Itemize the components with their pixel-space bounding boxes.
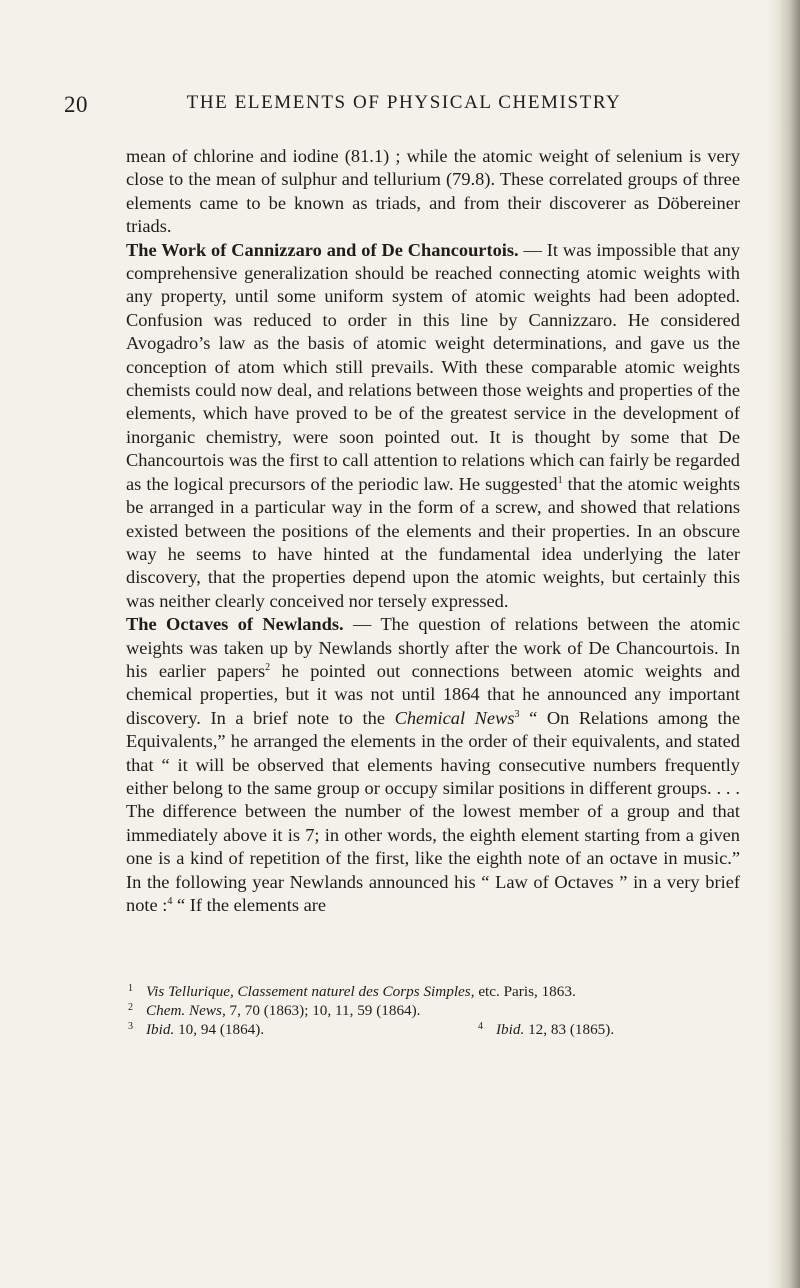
section-heading-newlands: The Octaves of Newlands. — [126, 614, 344, 635]
running-head: THE ELEMENTS OF PHYSICAL CHEMISTRY — [186, 92, 622, 113]
footnote-ref[interactable]: 4 — [167, 896, 173, 907]
footnote-2 — [126, 1001, 740, 1020]
paragraph-text: “ If the elements are — [172, 895, 327, 915]
paragraph-text: — It was impossible that any comprehensive generalization should be reached connecting atomic weights with any property, until some uniform system of atomic weights had been adopted. Confusion was reduced to order in this line by Cannizzaro. He considered Avogadro’s law as the basis of atomic weight determinations, and gave us the conception of atom which still prevails. With these comparable atomic weights chemists could now deal, and relations between those weights and properties of the elements, which have proved to be of the greatest service in the development of inorganic chemistry, were soon pointed out. It is thought by some that De Chancourtois was the first to call attention to relations which can fairly be regarded as the logical precursors of the periodic law. He suggested — [126, 239, 740, 494]
footnote-3 — [126, 1020, 476, 1039]
footnote-citation: Chem. News, — [146, 1002, 226, 1020]
paragraph-newlands — [126, 613, 740, 917]
footnote-text: 7, 70 (1863); 10, 11, 59 (1864). — [225, 1002, 421, 1020]
body-text — [126, 145, 740, 917]
journal-title: Chemical News — [394, 707, 515, 728]
footnote-ref[interactable]: 3 — [514, 708, 520, 720]
footnotes — [126, 982, 740, 1040]
footnote-mark: 1 — [128, 983, 133, 994]
footnote-text: 10, 94 (1864). — [174, 1021, 265, 1039]
page-header — [64, 92, 744, 122]
paragraph-cannizzaro — [126, 239, 740, 614]
section-heading-cannizzaro: The Work of Cannizzaro and of De Chancourtois. — [126, 239, 519, 260]
paragraph-text: mean of chlorine and iodine (81.1) ; while the atomic weight of selenium is very close to the mean of sulphur and tellurium (79.8). These correlated groups of three elements came to be known as triads, and from their discoverer as Döbereiner triads. — [126, 146, 740, 237]
footnote-citation: Ibid. — [146, 1021, 175, 1039]
footnote-citation: Vis Tellurique, Classement naturel des Corps Simples, — [146, 983, 475, 1000]
page-edge-shadow — [766, 0, 800, 1288]
footnote-1 — [126, 982, 740, 1001]
footnote-row — [126, 1020, 740, 1039]
footnote-text: 12, 83 (1865). — [524, 1021, 615, 1039]
footnote-mark: 3 — [128, 1021, 133, 1033]
footnote-citation: Ibid. — [496, 1021, 525, 1039]
page-number: 20 — [64, 92, 88, 117]
footnote-mark: 2 — [128, 1002, 133, 1014]
paragraph-triads — [126, 145, 740, 239]
paragraph-text: — The question of relations between the atomic weights was taken up by Newlands shortly after the work of De Chancourtois. In his earlier papers — [126, 614, 740, 681]
footnote-mark: 4 — [478, 1021, 483, 1033]
footnote-text: etc. Paris, 1863. — [474, 983, 576, 1000]
paragraph-text: he pointed out connections between atomic weights and chemical properties, but it was not until 1864 that he announced any important discovery. In a brief note to the — [126, 660, 740, 728]
paragraph-text: “ On Relations among the Equivalents,” he arranged the elements in the order of their equivalents, and stated that “ it will be observed that elements having consecutive numbers frequently either belong to the same group or occupy similar positions in different groups. . . . The difference between the number of the lowest member of a group and that immediately above it is 7; in other words, the eighth element starting from a given one is a kind of repetition of the first, like the eighth note of an octave in music.” In the following year Newlands announced his “ Law of Octaves ” in a very brief note : — [126, 707, 741, 915]
footnote-ref[interactable]: 1 — [557, 474, 563, 486]
footnote-4 — [476, 1020, 614, 1039]
footnote-ref[interactable]: 2 — [265, 661, 271, 673]
paragraph-text: that the atomic weights be arranged in a particular way in the form of a screw, and showed that relations existed between the positions of the elements and their properties. In an obscure way he seems to have hinted at the fundamental idea underlying the later discovery, that the properties depend upon the atomic weights, but certainly this was neither clearly conceived nor tersely expressed. — [126, 473, 740, 611]
